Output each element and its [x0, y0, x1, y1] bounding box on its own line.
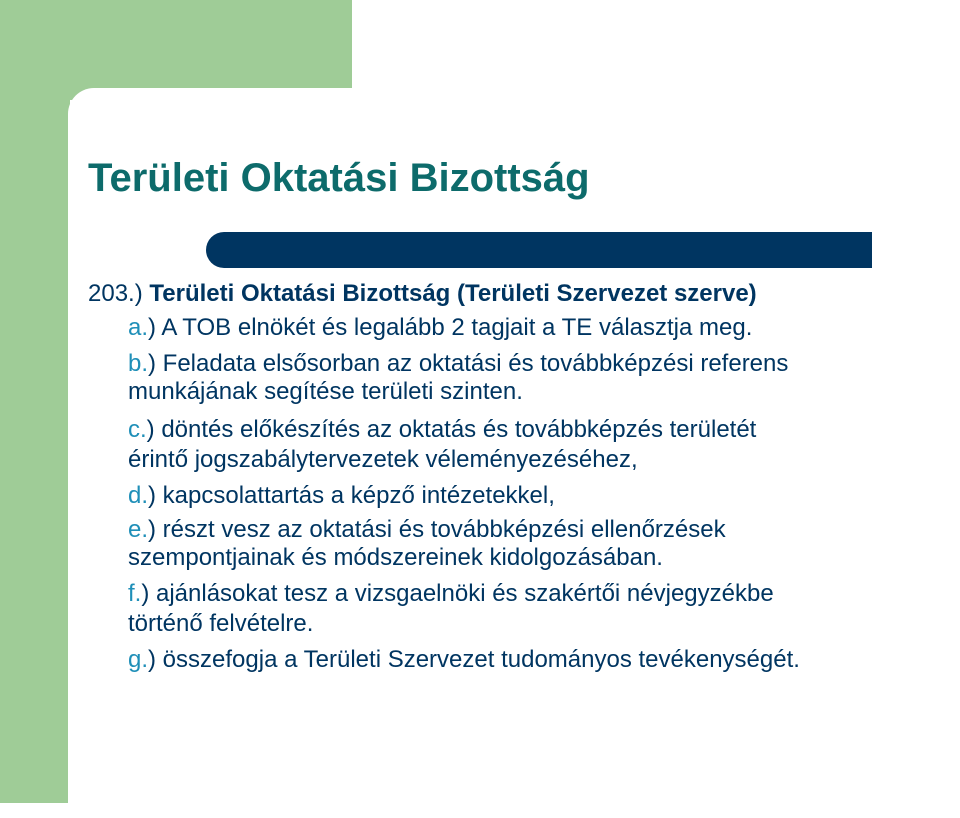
- item-text: ) összefogja a Területi Szervezet tudományos tevékenységét.: [148, 646, 800, 673]
- item-text: ) Feladata elsősorban az oktatási és továbbképzési referens: [148, 350, 789, 377]
- list-item-b: [128, 350, 788, 378]
- item-text: ) A TOB elnökét és legalább 2 tagjait a TE választja meg.: [148, 314, 753, 341]
- list-item-b-continuation: munkájának segítése területi szinten.: [128, 378, 523, 405]
- list-item-f: [128, 580, 774, 608]
- list-item-c-continuation: érintő jogszabálytervezetek véleményezéséhez,: [128, 446, 638, 473]
- item-text: ) kapcsolattartás a képző intézetekkel,: [148, 482, 555, 509]
- item-marker: d.: [128, 482, 149, 509]
- slide-title: Területi Oktatási Bizottság: [88, 156, 590, 200]
- item-marker: b.: [128, 350, 149, 377]
- heading-text: Területi Oktatási Bizottság (Területi Szervezet szerve): [142, 280, 757, 307]
- list-item-d: [128, 482, 555, 510]
- list-item-g: [128, 646, 800, 674]
- item-marker: c.: [128, 416, 147, 443]
- divider-bar: [232, 232, 872, 268]
- item-text: ) részt vesz az oktatási és továbbképzési ellenőrzések: [148, 516, 726, 543]
- section-heading: [88, 280, 757, 308]
- list-item-f-continuation: történő felvételre.: [128, 610, 314, 637]
- green-top-block: [0, 0, 352, 100]
- list-item-e-continuation: szempontjainak és módszereinek kidolgozásában.: [128, 544, 663, 571]
- item-marker: f.: [128, 580, 142, 607]
- green-left-strip: [0, 0, 70, 803]
- item-marker: a.: [128, 314, 149, 341]
- list-item-e: [128, 516, 726, 544]
- heading-number: 203.): [88, 280, 143, 307]
- item-text: ) döntés előkészítés az oktatás és továbbképzés területét: [146, 416, 757, 443]
- item-text: ) ajánlásokat tesz a vizsgaelnöki és szakértői névjegyzékbe: [141, 580, 774, 607]
- list-item-a: [128, 314, 752, 342]
- item-marker: e.: [128, 516, 149, 543]
- item-marker: g.: [128, 646, 149, 673]
- list-item-c: [128, 416, 756, 444]
